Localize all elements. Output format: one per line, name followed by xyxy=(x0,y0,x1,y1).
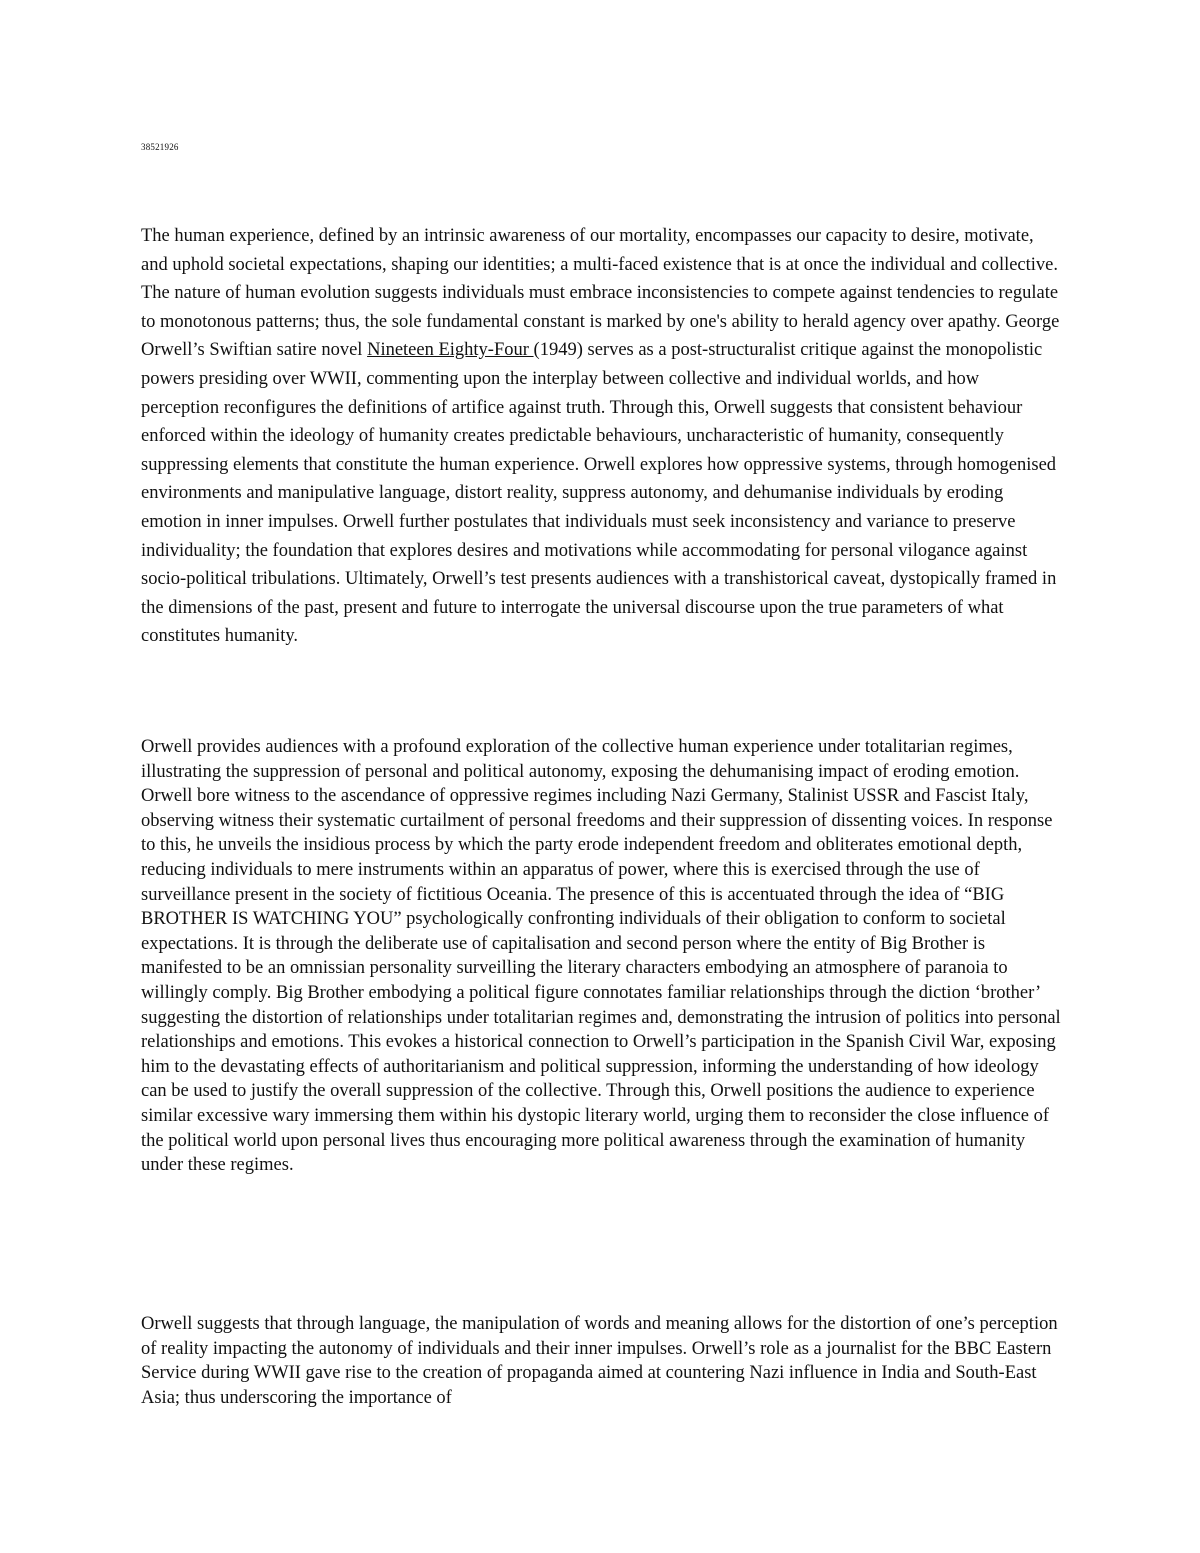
intro-text-after-title: (1949) serves as a post-structuralist critique against the monopolistic powers presiding over WWII, commenting upon the interplay between collective and individual worlds, and how perception reconfigures the definitions of artifice against truth. Through this, Orwell suggests that consistent behaviour enforced within the ideology of humanity creates predictable behaviours, uncharacteristic of humanity, consequently suppressing elements that constitute the human experience. Orwell explores how oppressive systems, through homogenised environments and manipulative language, distort reality, suppress autonomy, and dehumanise individuals by eroding emotion in inner impulses. Orwell further postulates that individuals must seek inconsistency and variance to preserve individuality; the foundation that explores desires and motivations while accommodating for personal vilogance against socio-political tribulations. Ultimately, Orwell’s test presents audiences with a transhistorical caveat, dystopically framed in the dimensions of the past, present and future to interrogate the universal discourse upon the true parameters of what constitutes humanity. xyxy=(141,340,1057,647)
body-paragraph-language: Orwell suggests that through language, the manipulation of words and meaning allows for the distortion of one’s perception of reality impacting the autonomy of individuals and their inner impulses. Orwell’s role as a journalist for the BBC Eastern Service during WWII gave rise to the creation of propaganda aimed at countering Nazi influence in India and South-East Asia; thus underscoring the importance of xyxy=(141,1314,1058,1408)
introduction-paragraph xyxy=(141,222,1061,651)
body-paragraph-collective: Orwell provides audiences with a profound exploration of the collective human experience under totalitarian regimes, illustrating the suppression of personal and political autonomy, exposing the dehumanising impact of eroding emotion. Orwell bore witness to the ascendance of oppressive regimes including Nazi Germany, Stalinist USSR and Fascist Italy, observing witness their systematic curtailment of personal freedoms and their suppression of dissenting voices. In response to this, he unveils the insidious process by which the party erode independent freedom and obliterates emotional depth, reducing individuals to mere instruments within an apparatus of power, where this is exercised through the use of surveillance present in the society of fictitious Oceania. The presence of this is accentuated through the idea of “BIG BROTHER IS WATCHING YOU” psychologically confronting individuals of their obligation to conform to societal expectations. It is through the deliberate use of capitalisation and second person where the entity of Big Brother is manifested to be an omnissian personality surveilling the literary characters embodying an atmosphere of paranoia to willingly comply. Big Brother embodying a political figure connotates familiar relationships through the diction ‘brother’ suggesting the distortion of relationships under totalitarian regimes and, demonstrating the intrusion of politics into personal relationships and emotions. This evokes a historical connection to Orwell’s participation in the Spanish Civil War, exposing him to the devastating effects of authoritarianism and political suppression, informing the understanding of how ideology can be used to justify the overall suppression of the collective. Through this, Orwell positions the audience to experience similar excessive wary immersing them within his dystopic literary world, urging them to reconsider the close influence of the political world upon personal lives thus encouraging more political awareness through the examination of humanity under these regimes. xyxy=(141,737,1061,1176)
novel-title: Nineteen Eighty-Four xyxy=(367,340,534,361)
intro-text-before-title: The human experience, defined by an intrinsic awareness of our mortality, encompasses our capacity to desire, motivate, and uphold societal expectations, shaping our identities; a multi-faced existence that is at once the individual and collective. The nature of human evolution suggests individuals must embrace inconsistencies to compete against tendencies to regulate to monotonous patterns; thus, the sole fundamental constant is marked by one's ability to herald agency over apathy. George Orwell’s Swiftian satire novel xyxy=(141,226,1060,361)
student-id-header: 38521926 xyxy=(141,142,179,152)
